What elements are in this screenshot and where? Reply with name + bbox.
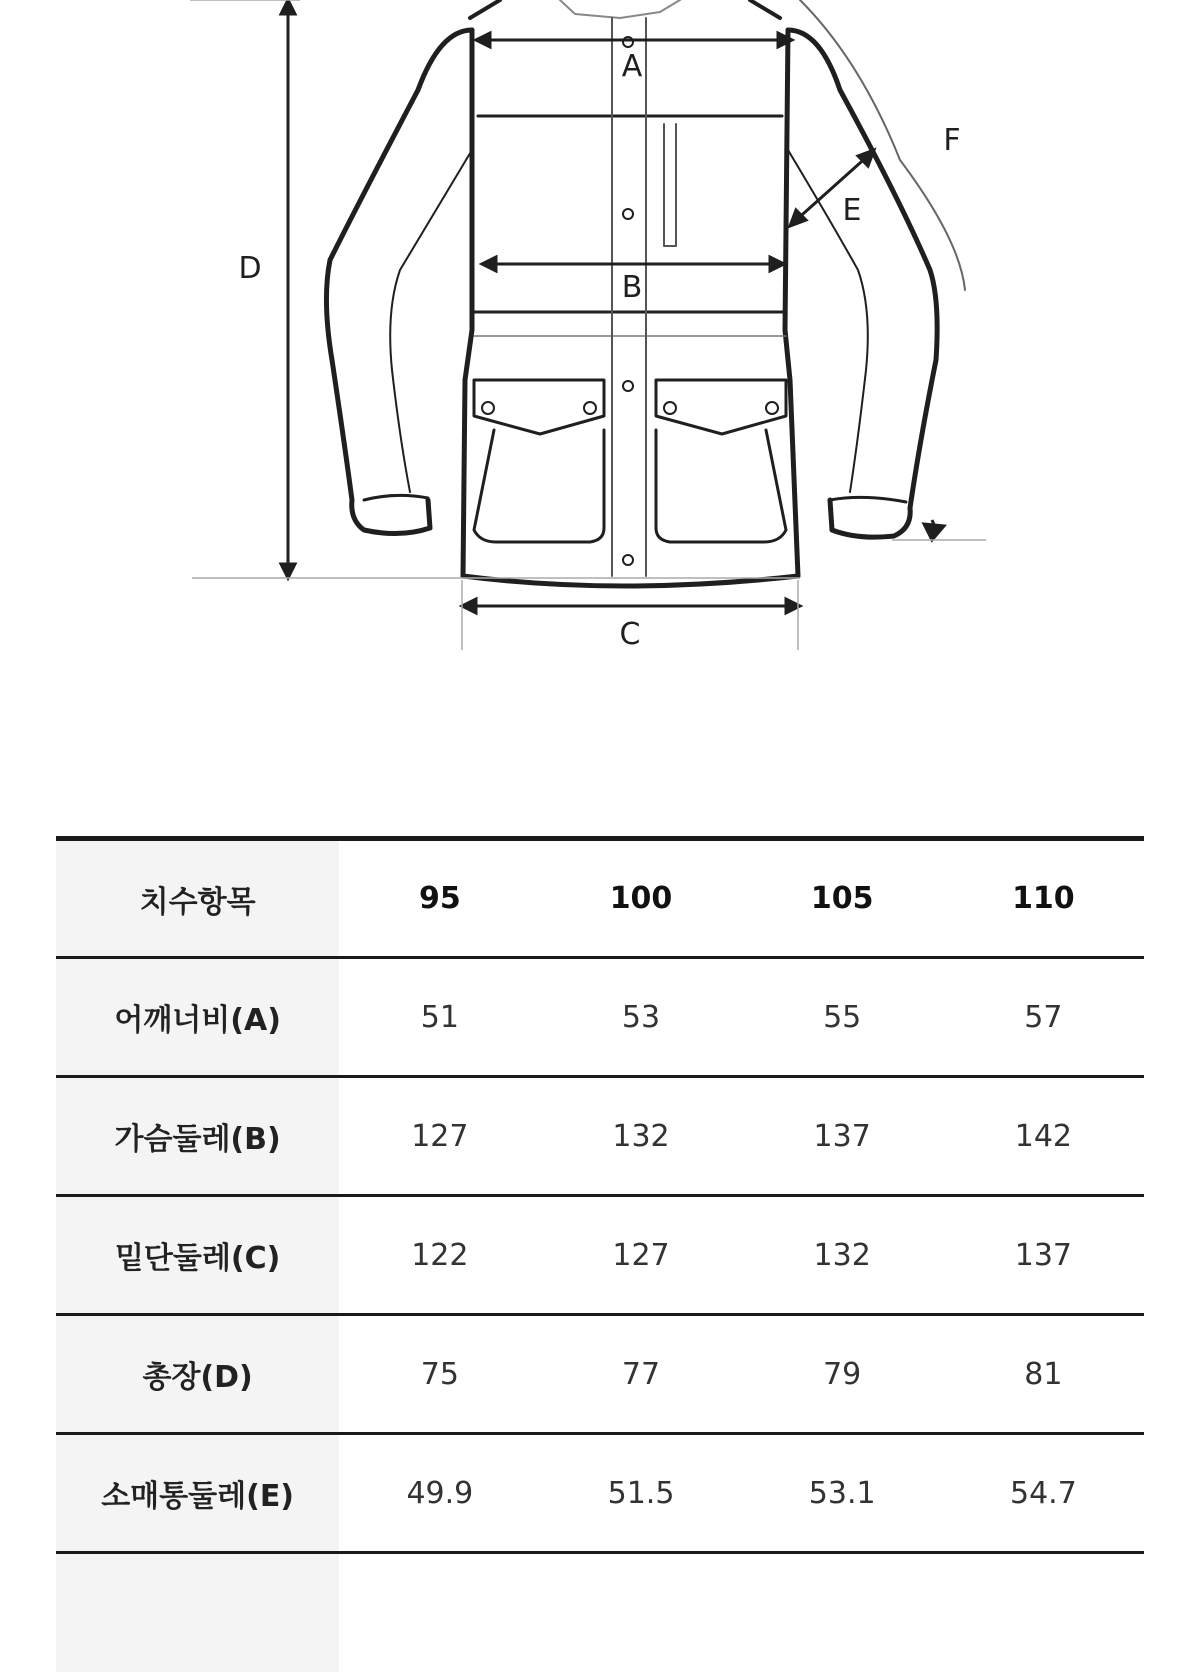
table-cell-cutoff [742, 1553, 943, 1672]
table-header-row [56, 839, 1144, 958]
label-d: D [238, 251, 262, 286]
jacket-measurement-diagram [0, 0, 1200, 700]
table-cell: 51.5 [540, 1434, 741, 1553]
label-c: C [619, 617, 641, 652]
table-cell: 55 [742, 958, 943, 1077]
table-cell: 77 [540, 1315, 741, 1434]
table-cell: 137 [943, 1196, 1144, 1315]
row-label: 밑단둘레(C) [56, 1196, 339, 1315]
row-label: 가슴둘레(B) [56, 1077, 339, 1196]
table-cell: 53 [540, 958, 741, 1077]
table-row [56, 1077, 1144, 1196]
table-row-partial [56, 1553, 1144, 1672]
table-cell: 127 [540, 1196, 741, 1315]
table-cell: 53.1 [742, 1434, 943, 1553]
size-chart-table [56, 836, 1144, 1672]
table-cell: 51 [339, 958, 540, 1077]
table-row [56, 1315, 1144, 1434]
table-cell-cutoff [339, 1553, 540, 1672]
size-header: 105 [742, 839, 943, 958]
label-b: B [621, 270, 643, 305]
table-cell-cutoff [540, 1553, 741, 1672]
row-label-cutoff [56, 1553, 339, 1672]
row-label: 총장(D) [56, 1315, 339, 1434]
row-label: 소매통둘레(E) [56, 1434, 339, 1553]
table-cell: 75 [339, 1315, 540, 1434]
table-cell: 81 [943, 1315, 1144, 1434]
table-cell: 54.7 [943, 1434, 1144, 1553]
table-row [56, 1434, 1144, 1553]
table-cell: 132 [540, 1077, 741, 1196]
table-cell: 132 [742, 1196, 943, 1315]
size-header: 95 [339, 839, 540, 958]
label-e: E [842, 193, 862, 228]
label-f: F [943, 123, 961, 158]
table-cell: 127 [339, 1077, 540, 1196]
label-a: A [621, 49, 643, 84]
table-cell: 122 [339, 1196, 540, 1315]
header-label: 치수항목 [56, 839, 339, 958]
table-row [56, 1196, 1144, 1315]
table-cell: 57 [943, 958, 1144, 1077]
table-cell: 142 [943, 1077, 1144, 1196]
row-label: 어깨너비(A) [56, 958, 339, 1077]
size-header: 100 [540, 839, 741, 958]
table-cell: 137 [742, 1077, 943, 1196]
table-cell-cutoff [943, 1553, 1144, 1672]
table-cell: 79 [742, 1315, 943, 1434]
jacket-illustration [0, 0, 1200, 700]
size-header: 110 [943, 839, 1144, 958]
table-row [56, 958, 1144, 1077]
table-cell: 49.9 [339, 1434, 540, 1553]
